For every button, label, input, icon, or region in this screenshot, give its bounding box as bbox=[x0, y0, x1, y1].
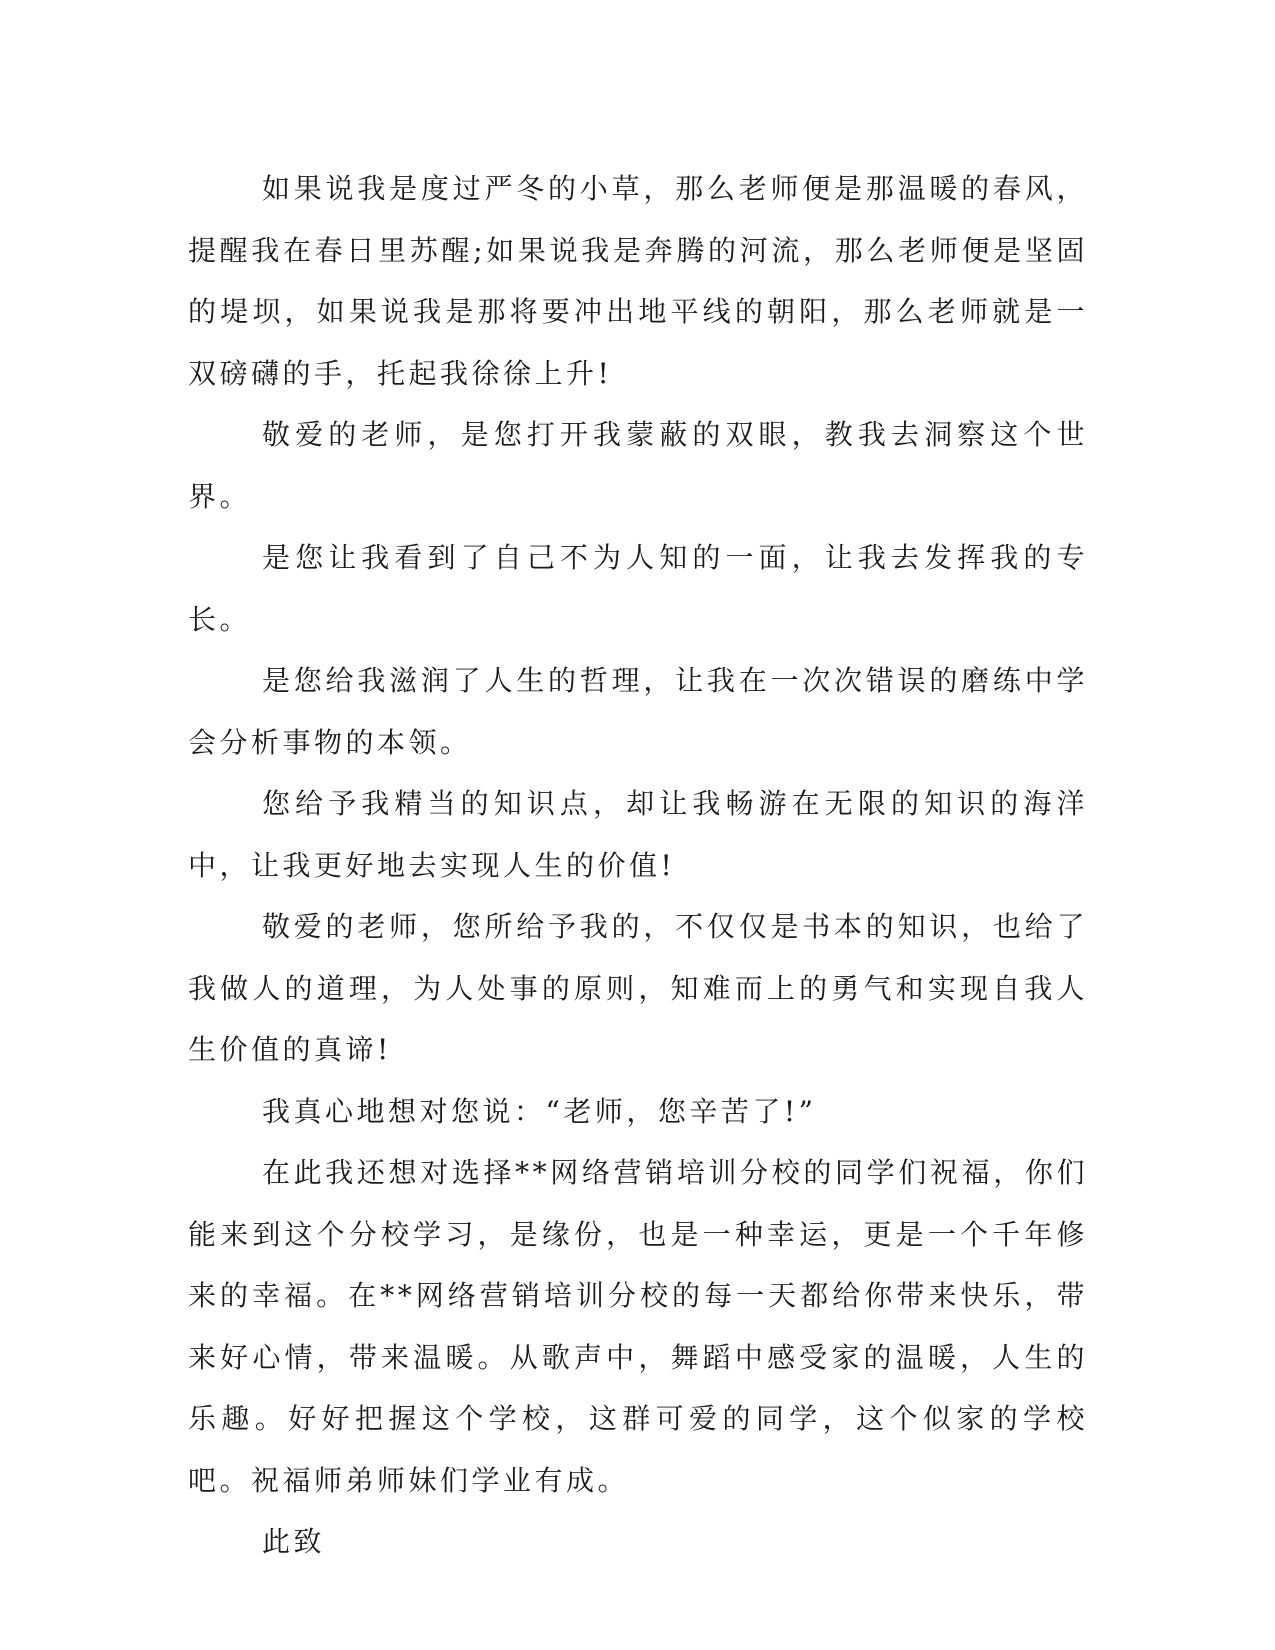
paragraph-closing: 此致 bbox=[262, 1525, 326, 1558]
paragraph-unknown-side: 是您让我看到了自己不为人知的一面，让我去发挥我的专长。 bbox=[188, 541, 1088, 636]
paragraph-open-eyes: 敬爱的老师，是您打开我蒙蔽的双眼，教我去洞察这个世界。 bbox=[188, 418, 1088, 513]
paragraph-grass-and-spring: 如果说我是度过严冬的小草，那么老师便是那温暖的春风，提醒我在春日里苏醒;如果说我是奔腾的河流，那么老师便是坚固的堤坝，如果说我是那将要冲出地平线的朝阳，那么老师就是一双磅礴的手，托起我徐徐上升! bbox=[188, 172, 1088, 390]
paragraph-blessing: 在此我还想对选择**网络营销培训分校的同学们祝福，你们能来到这个分校学习，是缘份，也是一种幸运，更是一个千年修来的幸福。在**网络营销培训分校的每一天都给你带来快乐，带来好心情，带来温暖。从歌声中，舞蹈中感受家的温暖，人生的乐趣。好好把握这个学校，这群可爱的同学，这个似家的学校吧。祝福师弟师妹们学业有成。 bbox=[188, 1156, 1088, 1497]
paragraph-knowledge: 您给予我精当的知识点，却让我畅游在无限的知识的海洋中，让我更好地去实现人生的价值! bbox=[188, 787, 1088, 882]
document-body bbox=[188, 158, 1088, 1573]
paragraph-thank-you: 我真心地想对您说：“老师，您辛苦了!” bbox=[262, 1094, 817, 1128]
paragraph-life-principles: 敬爱的老师，您所给予我的，不仅仅是书本的知识，也给了我做人的道理，为人处事的原则，知难而上的勇气和实现自我人生价值的真谛! bbox=[188, 910, 1088, 1066]
paragraph-philosophy: 是您给我滋润了人生的哲理，让我在一次次错误的磨练中学会分析事物的本领。 bbox=[188, 664, 1088, 759]
